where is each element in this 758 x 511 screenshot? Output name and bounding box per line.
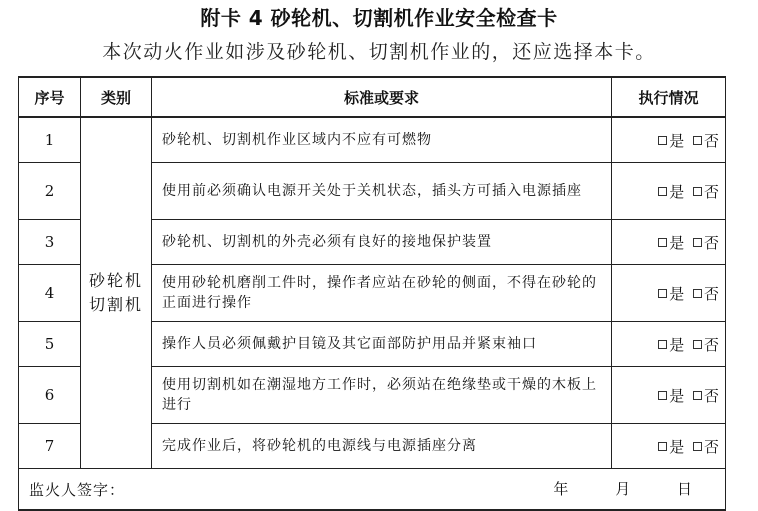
row-number: 1 — [19, 117, 81, 163]
no-label: 否 — [703, 437, 719, 456]
no-label: 否 — [703, 284, 719, 303]
safety-checklist-table — [18, 76, 726, 511]
yes-checkbox[interactable] — [658, 238, 667, 247]
table-header-row — [19, 77, 726, 117]
no-label: 否 — [703, 182, 719, 201]
month-label: 月 — [615, 480, 632, 498]
day-label: 日 — [676, 480, 693, 498]
signature-label: 监火人签字： — [29, 480, 126, 499]
row-number: 4 — [19, 265, 81, 322]
yes-checkbox[interactable] — [658, 136, 667, 145]
row-requirement: 使用砂轮机磨削工件时，操作者应站在砂轮的侧面，不得在砂轮的正面进行操作 — [152, 265, 612, 322]
row-status — [612, 424, 726, 469]
header-number: 序号 — [19, 77, 81, 117]
signature-cell[interactable] — [19, 469, 726, 511]
no-checkbox[interactable] — [693, 289, 702, 298]
no-checkbox[interactable] — [693, 391, 702, 400]
yes-checkbox[interactable] — [658, 340, 667, 349]
no-checkbox[interactable] — [693, 136, 702, 145]
row-number: 2 — [19, 163, 81, 220]
card-subtitle: 本次动火作业如涉及砂轮机、切割机作业的，还应选择本卡。 — [102, 41, 656, 63]
no-label: 否 — [703, 335, 719, 354]
yes-checkbox[interactable] — [658, 442, 667, 451]
row-number: 6 — [19, 367, 81, 424]
row-status — [612, 220, 726, 265]
date-field — [513, 469, 693, 509]
row-requirement: 砂轮机、切割机作业区域内不应有可燃物 — [152, 117, 612, 163]
yes-checkbox[interactable] — [658, 289, 667, 298]
row-requirement: 使用切割机如在潮湿地方工作时，必须站在绝缘垫或干燥的木板上进行 — [152, 367, 612, 424]
row-requirement: 使用前必须确认电源开关处于关机状态，插头方可插入电源插座 — [152, 163, 612, 220]
no-label: 否 — [703, 131, 719, 150]
row-status — [612, 322, 726, 367]
row-status — [612, 117, 726, 163]
card-title: 附卡 4 砂轮机、切割机作业安全检查卡 — [200, 6, 558, 30]
category-cell — [81, 117, 152, 469]
row-number: 3 — [19, 220, 81, 265]
no-checkbox[interactable] — [693, 187, 702, 196]
no-label: 否 — [703, 233, 719, 252]
category-line: 砂轮机 — [88, 271, 143, 290]
row-requirement: 砂轮机、切割机的外壳必须有良好的接地保护装置 — [152, 220, 612, 265]
no-checkbox[interactable] — [693, 442, 702, 451]
yes-label: 是 — [669, 386, 685, 405]
yes-label: 是 — [669, 233, 685, 252]
row-requirement: 操作人员必须佩戴护目镜及其它面部防护用品并紧束袖口 — [152, 322, 612, 367]
yes-label: 是 — [669, 437, 685, 456]
yes-checkbox[interactable] — [658, 391, 667, 400]
row-status — [612, 163, 726, 220]
header-status: 执行情况 — [612, 77, 726, 117]
category-line: 切割机 — [88, 295, 143, 314]
yes-label: 是 — [669, 335, 685, 354]
row-requirement: 完成作业后，将砂轮机的电源线与电源插座分离 — [152, 424, 612, 469]
header-requirement: 标准或要求 — [152, 77, 612, 117]
no-checkbox[interactable] — [693, 340, 702, 349]
header-category: 类别 — [81, 77, 152, 117]
row-number: 7 — [19, 424, 81, 469]
signature-row — [19, 469, 726, 511]
row-number: 5 — [19, 322, 81, 367]
yes-label: 是 — [669, 284, 685, 303]
row-status — [612, 367, 726, 424]
year-label: 年 — [553, 480, 570, 498]
table-row — [19, 117, 726, 163]
no-checkbox[interactable] — [693, 238, 702, 247]
yes-checkbox[interactable] — [658, 187, 667, 196]
no-label: 否 — [703, 386, 719, 405]
yes-label: 是 — [669, 182, 685, 201]
row-status — [612, 265, 726, 322]
yes-label: 是 — [669, 131, 685, 150]
